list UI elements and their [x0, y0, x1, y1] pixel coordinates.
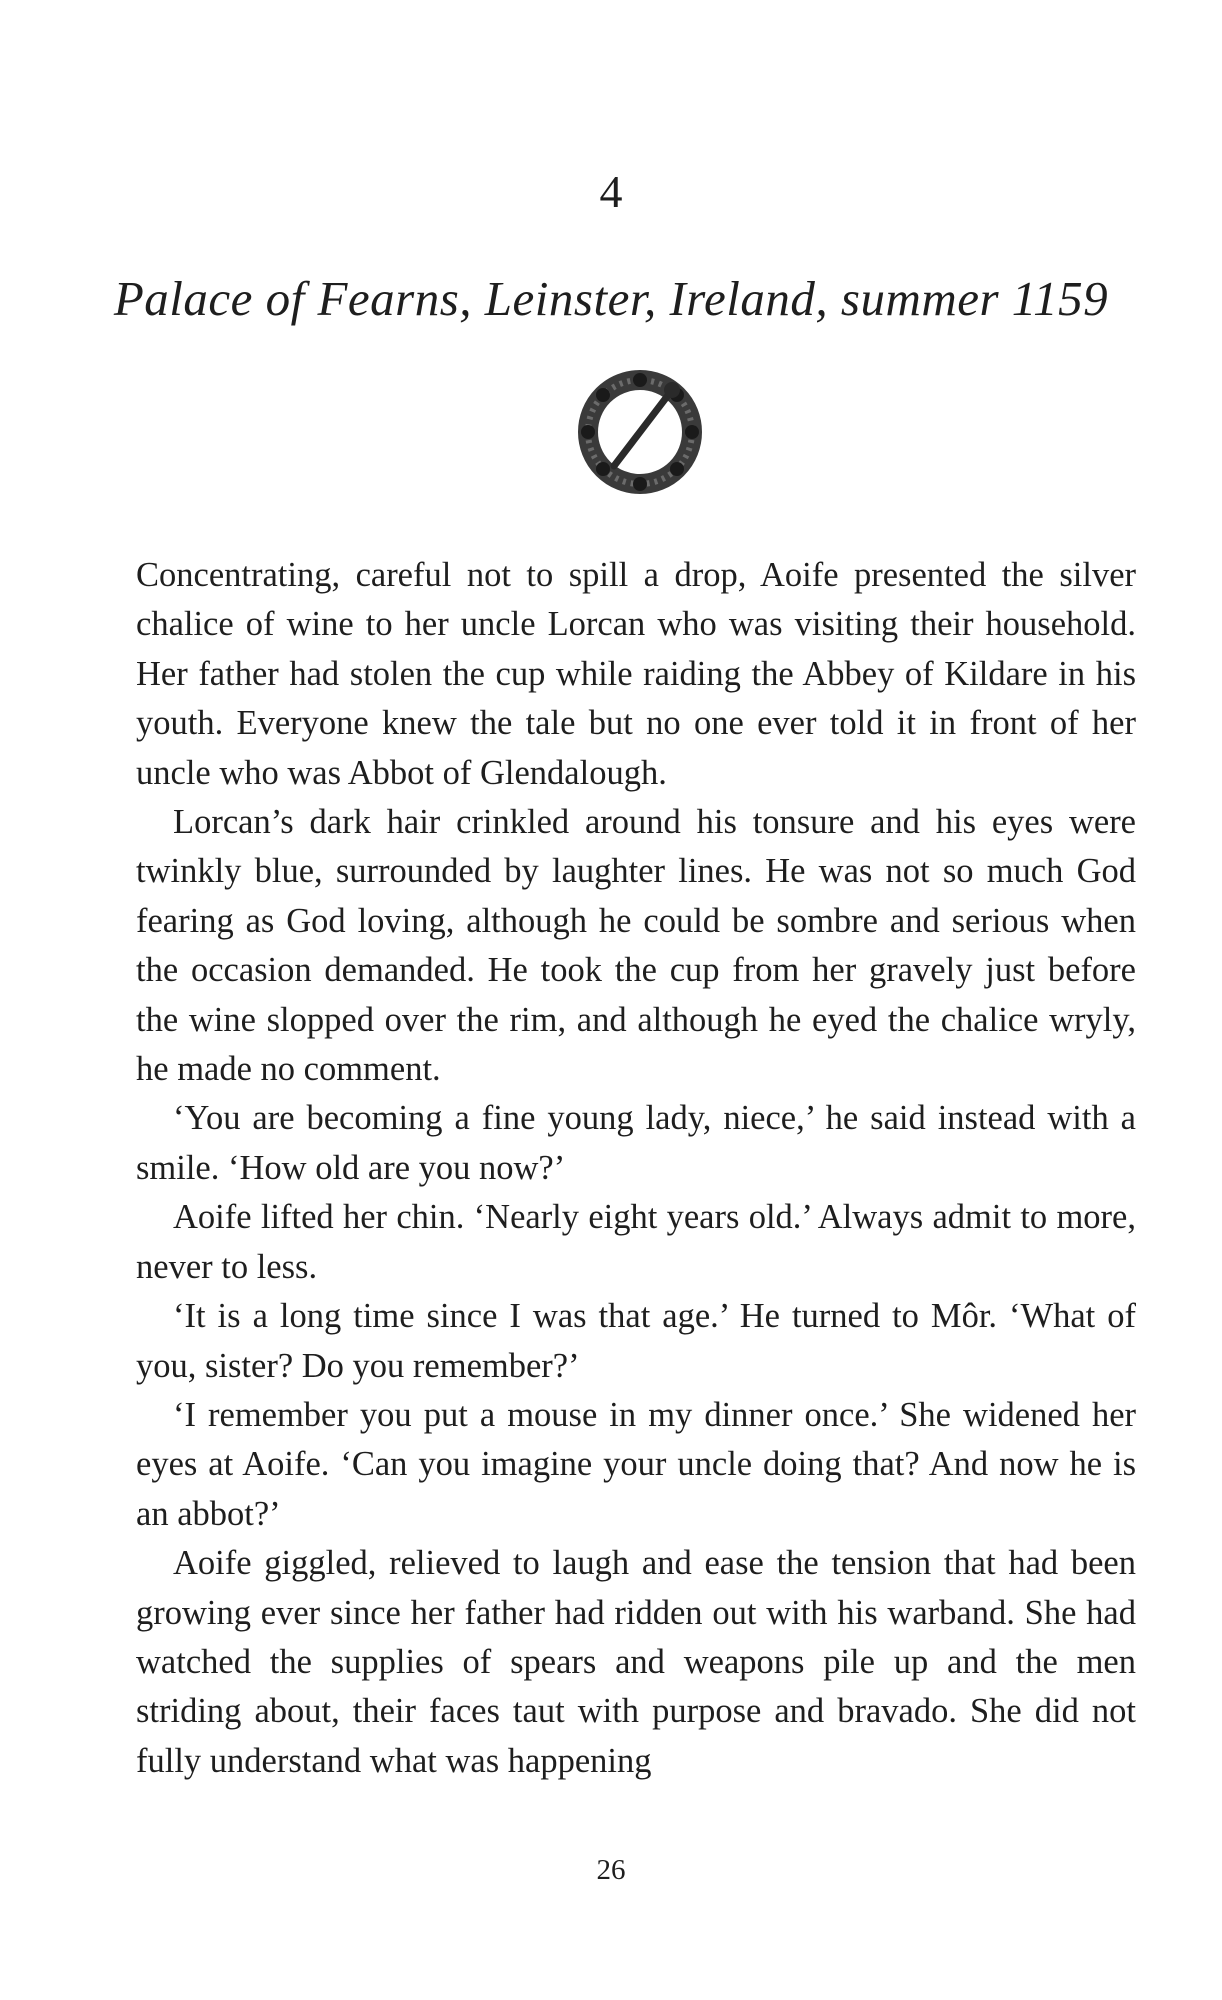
brooch-bead	[633, 373, 647, 387]
body-text	[136, 551, 1136, 1786]
brooch-bead	[596, 388, 610, 402]
brooch-bead	[685, 425, 699, 439]
paragraph: Concentrating, careful not to spill a drop, Aoife presented the silver chalice of wine to her uncle Lorcan who was visiting their household. Her father had stolen the cup while raiding the Abbey of Kildare in his youth. Everyone knew the tale but no one ever told it in front of her uncle who was Abbot of Glendalough.	[136, 556, 1136, 792]
page-number: 26	[596, 1854, 626, 1886]
paragraph: Lorcan’s dark hair crinkled around his tonsure and his eyes were twinkly blue, surrounded by laughter lines. He was not so much God fearing as God loving, although he could be sombre and serious when the occasion demanded. He took the cup from her gravely just before the wine slopped over the rim, and although he eyed the chalice wryly, he made no comment.	[136, 803, 1136, 1089]
paragraph: Aoife giggled, relieved to laugh and ease the tension that had been growing ever since her father had ridden out with his warband. She had watched the supplies of spears and weapons pile up and the men striding about, their faces taut with purpose and bravado. She did not fully understand what was happening	[136, 1544, 1136, 1780]
brooch-pin	[614, 390, 672, 466]
brooch-bead	[670, 462, 684, 476]
brooch-bead	[596, 462, 610, 476]
paragraph: Aoife lifted her chin. ‘Nearly eight years old.’ Always admit to more, never to less.	[136, 1198, 1136, 1286]
paragraph: ‘You are becoming a fine young lady, niece,’ he said instead with a smile. ‘How old are you now?’	[136, 1099, 1136, 1187]
paragraph: ‘It is a long time since I was that age.’ He turned to Môr. ‘What of you, sister? Do you remember?’	[136, 1297, 1136, 1385]
chapter-title: Palace of Fearns, Leinster, Ireland, summer 1159	[113, 271, 1109, 326]
brooch-bead	[581, 425, 595, 439]
chapter-number: 4	[599, 166, 623, 217]
brooch-pin-head	[664, 382, 680, 398]
paragraph: ‘I remember you put a mouse in my dinner once.’ She widened her eyes at Aoife. ‘Can you imagine your uncle doing that? And now he is an abbot?’	[136, 1395, 1136, 1533]
brooch-bead	[633, 477, 647, 491]
ring-brooch-icon	[576, 368, 704, 496]
